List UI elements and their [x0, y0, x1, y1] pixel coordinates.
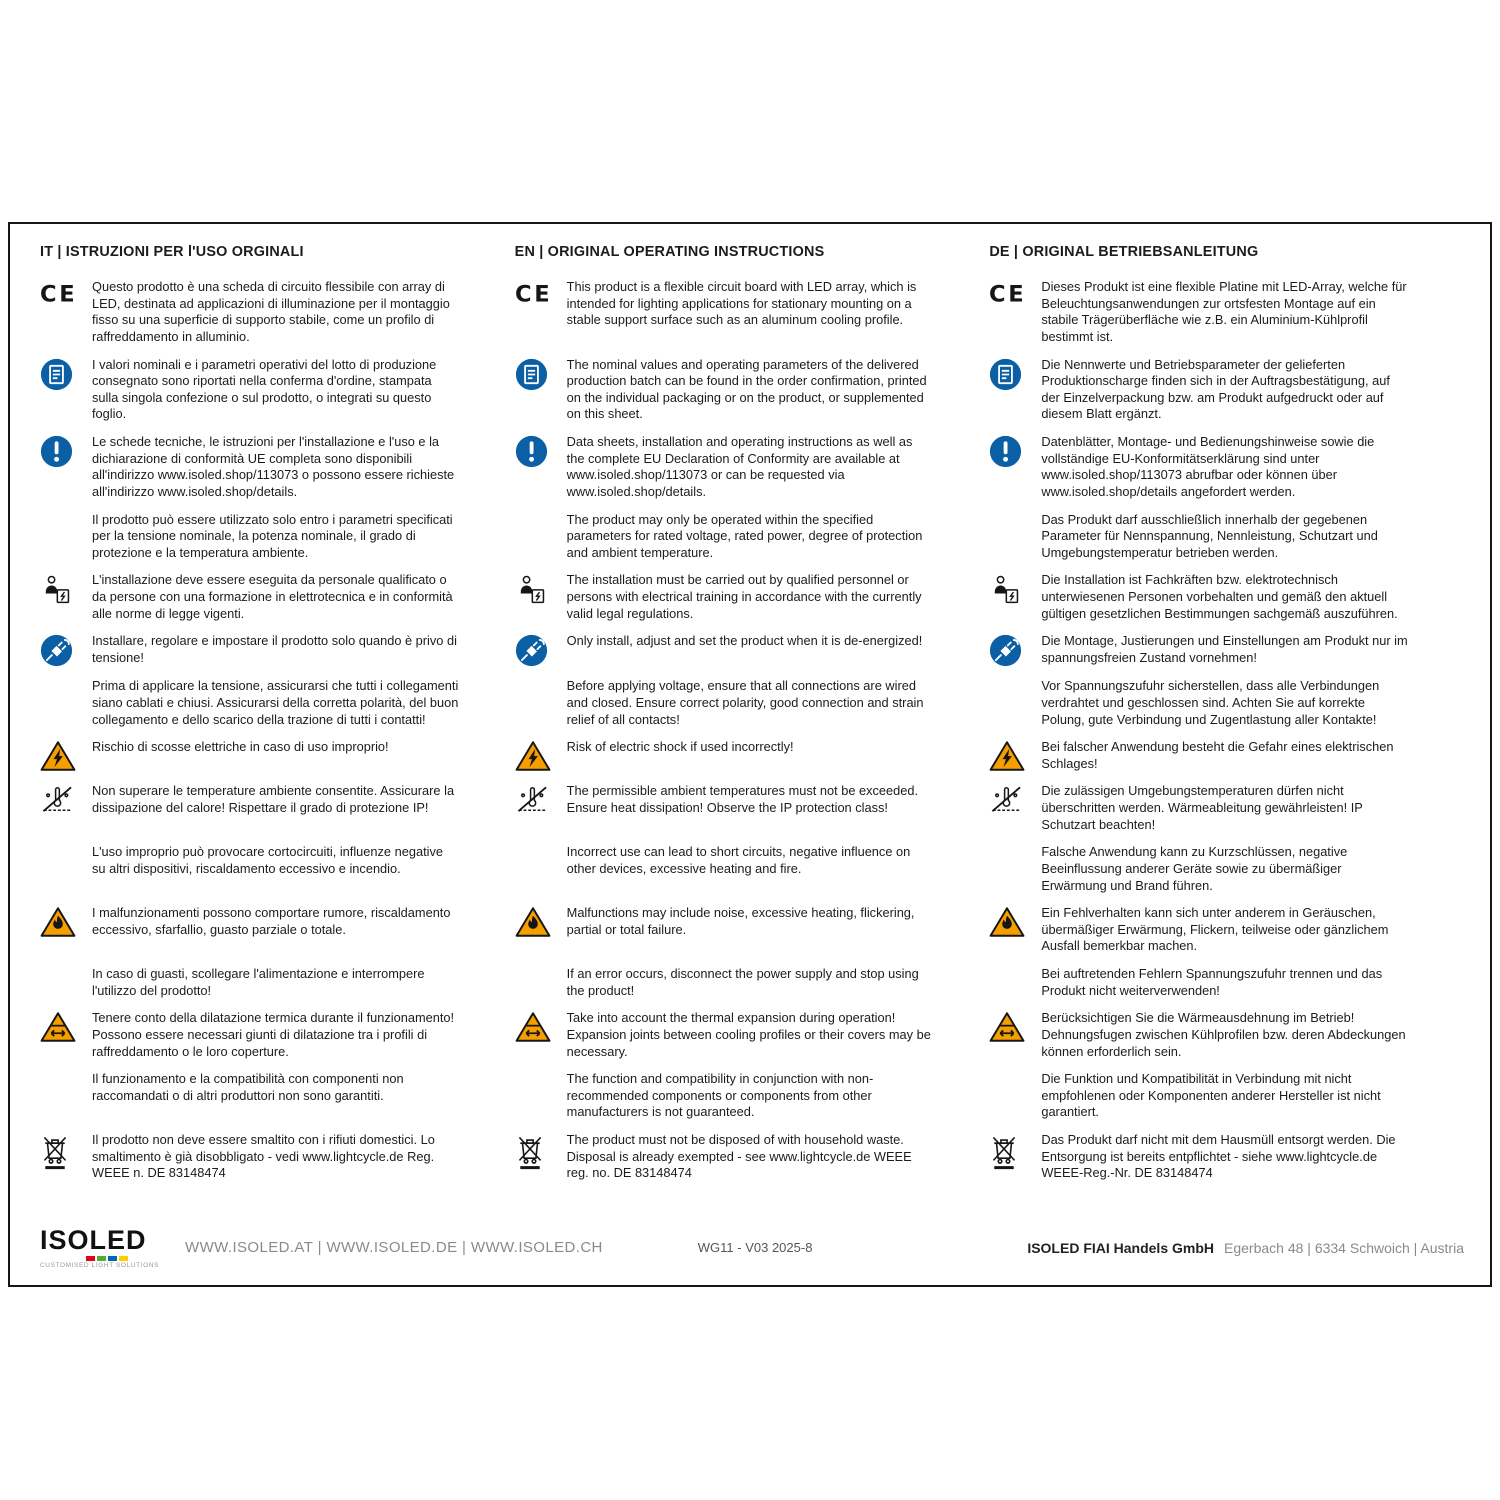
weee-disposal-icon — [40, 1132, 92, 1182]
icon-spacer — [515, 512, 567, 562]
paragraph-en: The product must not be disposed of with household waste. Disposal is already exempted - see www.lightcycle.de WEEE reg. no. DE 83148474 — [566, 1132, 912, 1181]
fire-warning-icon — [40, 905, 92, 955]
fire-warning-icon — [989, 905, 1041, 955]
thermal-expansion-warning-icon — [515, 1010, 567, 1060]
paragraph-de: Bei falscher Anwendung besteht die Gefahr eines elektrischen Schlages! — [1041, 739, 1394, 771]
isoled-logo — [40, 1224, 160, 1270]
paragraph-de: Ein Fehlverhalten kann sich unter anderem in Geräuschen, übermäßiger Erwärmung, Flickern, teilweise oder gänzlichem Ausfall bemerkbar machen. — [1041, 905, 1389, 954]
paragraph-en: The installation must be carried out by qualified personnel or persons with electrical training in accordance with the currently valid legal regulations. — [566, 572, 922, 621]
ce-mark-icon — [40, 279, 92, 346]
paragraph-it: I malfunzionamenti possono comportare rumore, riscaldamento eccessivo, sfarfallio, guasto parziale o totale. — [92, 905, 451, 937]
ce-mark-icon — [515, 279, 567, 346]
disconnect-plug-icon — [40, 633, 92, 667]
paragraph-de: Die Installation ist Fachkräften bzw. elektrotechnisch unterwiesenen Personen vorbehalten und gemäß den aktuell gültigen gesetzlichen Bestimmungen sachgemäß auszuführen. — [1041, 572, 1398, 621]
instruction-sheet — [8, 222, 1492, 1287]
thermal-expansion-warning-icon — [989, 1010, 1041, 1060]
footer-company-name: ISOLED FIAI Handels GmbH — [1027, 1239, 1215, 1256]
icon-spacer — [40, 844, 92, 894]
paragraph-de: Die zulässigen Umgebungstemperaturen dürfen nicht überschritten werden. Wärmeableitung gewährleisten! IP Schutzart beachten! — [1041, 783, 1363, 832]
icon-spacer — [40, 678, 92, 728]
paragraph-en: Incorrect use can lead to short circuits, negative influence on other devices, excessive heating and fire. — [566, 844, 911, 876]
paragraph-de: Die Nennwerte und Betriebsparameter der gelieferten Produktionscharge finden sich in der Auftragsbestätigung, auf der Einzelverpackung bzw. am Produkt aufgedruckt oder auf diesem Blatt ergänzt. — [1041, 356, 1390, 422]
paragraph-it: Tenere conto della dilatazione termica durante il funzionamento! Possono essere necessari giunti di dilatazione tra i profili di raffreddamento o le loro coperture. — [92, 1010, 455, 1059]
paragraph-it: Rischio di scosse elettriche in caso di uso improprio! — [92, 739, 389, 755]
paragraph-de: Dieses Produkt ist eine flexible Platine mit LED-Array, welche für Beleuchtungsanwendungen zur ortsfesten Montage auf ein stabile Trägerüberfläche wie z.B. ein Aluminium-Kühlprofil bestimmt ist. — [1041, 279, 1407, 344]
footer-company-info — [1027, 1240, 1464, 1256]
paragraph-en: Malfunctions may include noise, excessive heating, flickering, partial or total failure. — [566, 905, 915, 937]
paragraph-de: Die Funktion und Kompatibilität in Verbindung mit nicht empfohlenen oder Komponenten anderer Hersteller ist nicht garantiert. — [1041, 1071, 1381, 1120]
paragraph-de: Das Produkt darf ausschließlich innerhalb der gegebenen Parameter für Nennspannung, Nennleistung, Schutzart und Umgebungstemperatur betrieben werden. — [1041, 511, 1378, 560]
paragraph-it: In caso di guasti, scollegare l'alimentazione e interrompere l'utilizzo del prodotto! — [92, 966, 425, 998]
weee-disposal-icon — [989, 1132, 1041, 1182]
paragraph-en: Risk of electric shock if used incorrectly! — [566, 739, 794, 755]
electric-shock-warning-icon — [40, 739, 92, 772]
paragraph-de: Falsche Anwendung kann zu Kurzschlüssen, negative Beeinflussung anderer Geräte sowie zu übermäßiger Erwärmung und Brand führen. — [1041, 844, 1348, 893]
paragraph-en: The permissible ambient temperatures must not be exceeded. Ensure heat dissipation! Observe the IP protection class! — [566, 783, 919, 815]
order-confirmation-icon — [989, 357, 1041, 424]
paragraph-it: Installare, regolare e impostare il prodotto solo quando è privo di tensione! — [92, 633, 457, 665]
column-header-en: EN | ORIGINAL OPERATING INSTRUCTIONS — [514, 244, 825, 260]
isoled-logo-tagline: CUSTOMISED LIGHT SOLUTIONS — [40, 1261, 160, 1269]
temperature-limit-icon — [515, 783, 567, 833]
paragraph-de: Das Produkt darf nicht mit dem Hausmüll entsorgt werden. Die Entsorgung ist bereits entpflichtet - siehe www.lightcycle.de WEEE-Reg.-Nr. DE 83148474 — [1041, 1132, 1396, 1181]
paragraph-de: Berücksichtigen Sie die Wärmeausdehnung im Betrieb! Dehnungsfugen zwischen Kühlprofilen bzw. deren Abdeckungen können erforderlich sein. — [1041, 1010, 1406, 1059]
paragraph-en: Only install, adjust and set the product when it is de-energized! — [566, 633, 923, 649]
paragraph-en: If an error occurs, disconnect the power supply and stop using the product! — [566, 966, 919, 998]
paragraph-en: Take into account the thermal expansion during operation! Expansion joints between cooling profiles or their covers may be necessary. — [566, 1010, 931, 1059]
paragraph-it: Il prodotto non deve essere smaltito con i rifiuti domestici. Lo smaltimento è già disobbligato - vedi www.lightcycle.de Reg. WEEE n. DE 83148474 — [92, 1132, 435, 1181]
icon-spacer — [515, 1071, 567, 1121]
isoled-logo-text: ISOLED — [40, 1224, 147, 1255]
paragraph-it: Prima di applicare la tensione, assicurarsi che tutti i collegamenti siano cablati e chiusi. Assicurarsi della corretta polarità, del buon collegamento e dello scarico della trazione di tutti i contatti! — [92, 678, 459, 727]
instruction-columns — [40, 244, 1464, 1182]
disconnect-plug-icon — [989, 633, 1041, 667]
paragraph-en: Before applying voltage, ensure that all connections are wired and closed. Ensure correct polarity, good connection and strain relief of all contacts! — [566, 678, 924, 727]
paragraph-en: The product may only be operated within the specified parameters for rated voltage, rated power, degree of protection and ambient temperature. — [566, 511, 923, 560]
paragraph-en: This product is a flexible circuit board with LED array, which is intended for lighting applications for stationary mounting on a stable support surface such as an aluminum cooling profile. — [566, 279, 917, 328]
paragraph-it: Questo prodotto è una scheda di circuito flessibile con array di LED, destinata ad applicazioni di illuminazione per il montaggio fisso su una superficie di supporto stabile, come un profilo di raffreddamento in alluminio. — [92, 279, 450, 344]
paragraph-de: Datenblätter, Montage- und Bedienungshinweise sowie die vollständige EU-Konformitätserklärung sind unter www.isoled.shop/113073 abrufbar oder können über www.isoled.shop/details angefordert werden. — [1041, 434, 1375, 499]
paragraph-it: L'installazione deve essere eseguita da personale qualificato o da persone con una formazione in elettrotecnica e in conformità alle norme di legge vigenti. — [92, 572, 453, 621]
icon-spacer — [40, 512, 92, 562]
order-confirmation-icon — [40, 357, 92, 424]
icon-spacer — [515, 966, 567, 999]
paragraph-it: Il funzionamento e la compatibilità con componenti non raccomandati o di altri produttori non sono garantiti. — [92, 1071, 404, 1103]
column-header-it: IT | ISTRUZIONI PER l'USO ORGINALI — [40, 244, 304, 260]
icon-spacer — [989, 512, 1041, 562]
footer-company-address: Egerbach 48 | 6334 Schwoich | Austria — [1224, 1239, 1464, 1256]
electric-shock-warning-icon — [989, 739, 1041, 772]
info-exclamation-icon — [515, 434, 567, 501]
icon-spacer — [989, 844, 1041, 894]
paragraph-de: Bei auftretenden Fehlern Spannungszufuhr trennen und das Produkt nicht weiterverwenden! — [1041, 966, 1383, 998]
paragraph-en: Data sheets, installation and operating instructions as well as the complete EU Declaration of Conformity are available at www.isoled.shop/113073 or can be requested via www.isoled.shop/details. — [566, 434, 913, 499]
paragraph-en: The function and compatibility in conjunction with non-recommended components or components from other manufacturers is not guaranteed. — [566, 1071, 874, 1120]
qualified-electrician-icon — [989, 572, 1041, 622]
icon-spacer — [40, 966, 92, 999]
electric-shock-warning-icon — [515, 739, 567, 772]
isoled-logo-color-squares — [86, 1256, 159, 1261]
icon-spacer — [40, 1071, 92, 1121]
column-header-de: DE | ORIGINAL BETRIEBSANLEITUNG — [989, 244, 1259, 260]
thermal-expansion-warning-icon — [40, 1010, 92, 1060]
paragraph-en: The nominal values and operating parameters of the delivered production batch can be found in the order confirmation, printed on the individual packaging or on the product, or supplemented on this sheet. — [566, 356, 927, 422]
paragraph-de: Die Montage, Justierungen und Einstellungen am Produkt nur im spannungsfreien Zustand vornehmen! — [1041, 633, 1408, 665]
paragraph-it: Non superare le temperature ambiente consentite. Assicurare la dissipazione del calore! Rispettare il grado di protezione IP! — [92, 783, 455, 815]
icon-spacer — [989, 1071, 1041, 1121]
footer-document-number: WG11 - V03 2025-8 — [697, 1240, 813, 1256]
icon-spacer — [515, 678, 567, 728]
info-exclamation-icon — [989, 434, 1041, 501]
icon-spacer — [515, 844, 567, 894]
temperature-limit-icon — [40, 783, 92, 833]
paragraph-it: I valori nominali e i parametri operativi del lotto di produzione consegnato sono riportati nella conferma d'ordine, stampata sulla singola confezione o sul prodotto, o integrati su questo foglio. — [92, 356, 437, 422]
disconnect-plug-icon — [515, 633, 567, 667]
paragraph-it: Le schede tecniche, le istruzioni per l'installazione e l'uso e la dichiarazione di conformità UE completa sono disponibili all'indirizzo www.isoled.shop/113073 o possono essere richieste all'indirizzo www.isoled.shop/details. — [92, 434, 455, 499]
order-confirmation-icon — [515, 357, 567, 424]
footer-websites: WWW.ISOLED.AT | WWW.ISOLED.DE | WWW.ISOLED.CH — [185, 1239, 603, 1257]
icon-spacer — [989, 678, 1041, 728]
paragraph-it: Il prodotto può essere utilizzato solo entro i parametri specificati per la tensione nominale, la potenza nominale, il grado di protezione e la temperatura ambiente. — [92, 511, 453, 560]
icon-spacer — [989, 966, 1041, 999]
paragraph-it: L'uso improprio può provocare cortocircuiti, influenze negative su altri dispositivi, riscaldamento eccessivo e incendio. — [92, 844, 443, 876]
info-exclamation-icon — [40, 434, 92, 501]
temperature-limit-icon — [989, 783, 1041, 833]
weee-disposal-icon — [515, 1132, 567, 1182]
fire-warning-icon — [515, 905, 567, 955]
qualified-electrician-icon — [40, 572, 92, 622]
qualified-electrician-icon — [515, 572, 567, 622]
paragraph-de: Vor Spannungszufuhr sicherstellen, dass alle Verbindungen verdrahtet und geschlossen sind. Achten Sie auf korrekte Polung, gute Verbindung und Zugentlastung aller Kontakte! — [1041, 678, 1380, 727]
sheet-footer — [40, 1224, 1464, 1270]
ce-mark-icon — [989, 279, 1041, 346]
